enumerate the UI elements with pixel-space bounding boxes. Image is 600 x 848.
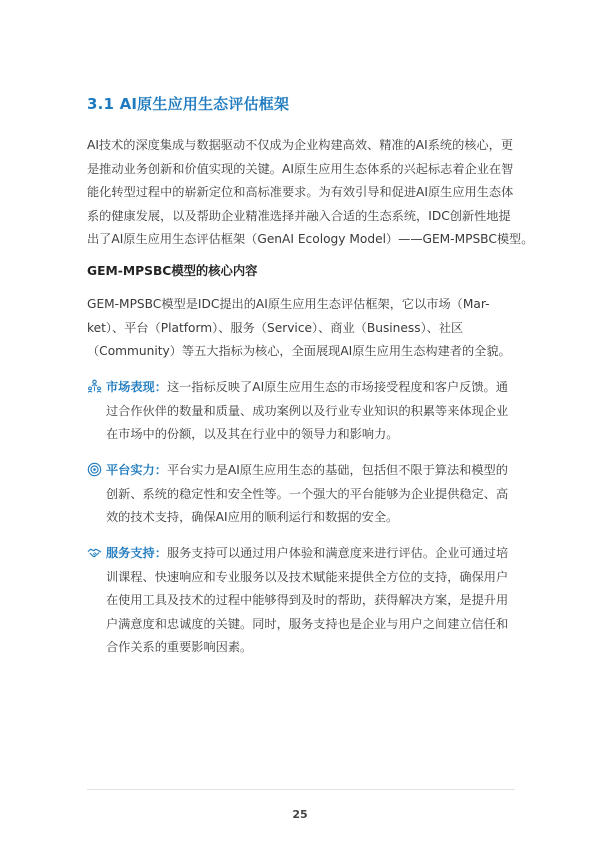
intro-line: AI技术的深度集成与数据驱动不仅成为企业构建高效、精准的AI系统的核心，更	[87, 138, 514, 152]
intro-paragraph	[87, 134, 534, 252]
gem-line: ket）、平台（Platform）、服务（Service）、商业（Business）、社区	[87, 320, 464, 335]
bullet-market	[87, 376, 517, 447]
intro-line: 是推动业务创新和价值实现的关键。AI原生应用生态体系的兴起标志着企业在智	[87, 161, 514, 176]
intro-line: 出了AI原生应用生态评估框架（GenAI Ecology Model）——GEM-MPSBC模型。	[87, 232, 534, 246]
people-network-icon	[87, 379, 102, 394]
bullet-service-line: 训课程、快速响应和专业服务以及技术赋能来提供全方位的支持，确保用户	[106, 569, 509, 584]
subheading: GEM-MPSBC模型的核心内容	[87, 264, 258, 278]
bullet-market-line: 在市场中的份额，以及其在行业中的领导力和影响力。	[106, 427, 399, 441]
bullet-platform-first-line	[87, 459, 517, 483]
gem-line: （Community）等五大指标为核心，全面展现AI原生应用生态构建者的全貌。	[87, 344, 511, 358]
bullet-market-label: 市场表现：	[106, 380, 167, 394]
bullet-market-text: 这一指标反映了AI原生应用生态的市场接受程度和客户反馈。通	[166, 380, 508, 394]
bullet-service-first-line	[87, 542, 517, 566]
intro-line: 系的健康发展，以及帮助企业精准选择并融入合适的生态系统，IDC创新性地提	[87, 208, 511, 223]
bullet-service-label: 服务支持：	[106, 546, 167, 560]
bullet-platform	[87, 459, 517, 530]
footer-divider	[87, 789, 515, 790]
bullet-platform-label: 平台实力：	[106, 463, 167, 477]
gem-paragraph	[87, 293, 515, 364]
platform-target-icon	[87, 462, 102, 477]
bullet-service-text: 服务支持可以通过用户体验和满意度来进行评估。企业可通过培	[166, 546, 509, 560]
bullet-service-line: 户满意度和忠诚度的关键。同时，服务支持也是企业与用户之间建立信任和	[106, 616, 509, 631]
bullet-service-line: 合作关系的重要影响因素。	[106, 640, 253, 654]
bullet-platform-text: 平台实力是AI原生应用生态的基础，包括但不限于算法和模型的	[166, 463, 508, 477]
bullet-platform-line: 创新、系统的稳定性和安全性等。一个强大的平台能够为企业提供稳定、高	[106, 486, 509, 501]
bullet-service-line: 在使用工具及技术的过程中能够得到及时的帮助，获得解决方案，是提升用	[106, 593, 509, 607]
gem-line: GEM-MPSBC模型是IDC提出的AI原生应用生态评估框架，它以市场（Mar-	[87, 297, 490, 311]
intro-line: 能化转型过程中的崭新定位和高标准要求。为有效引导和促进AI原生应用生态体	[87, 185, 514, 199]
bullet-service	[87, 542, 517, 660]
bullet-platform-line: 效的技术支持，确保AI应用的顺利运行和数据的安全。	[106, 510, 399, 524]
bullet-market-line: 过合作伙伴的数量和质量、成功案例以及行业专业知识的积累等来体现企业	[106, 403, 509, 418]
bullet-market-first-line	[87, 376, 517, 400]
section-title: 3.1 AI原生应用生态评估框架	[87, 95, 290, 113]
page-number: 25	[292, 808, 308, 821]
handshake-icon	[87, 545, 102, 560]
